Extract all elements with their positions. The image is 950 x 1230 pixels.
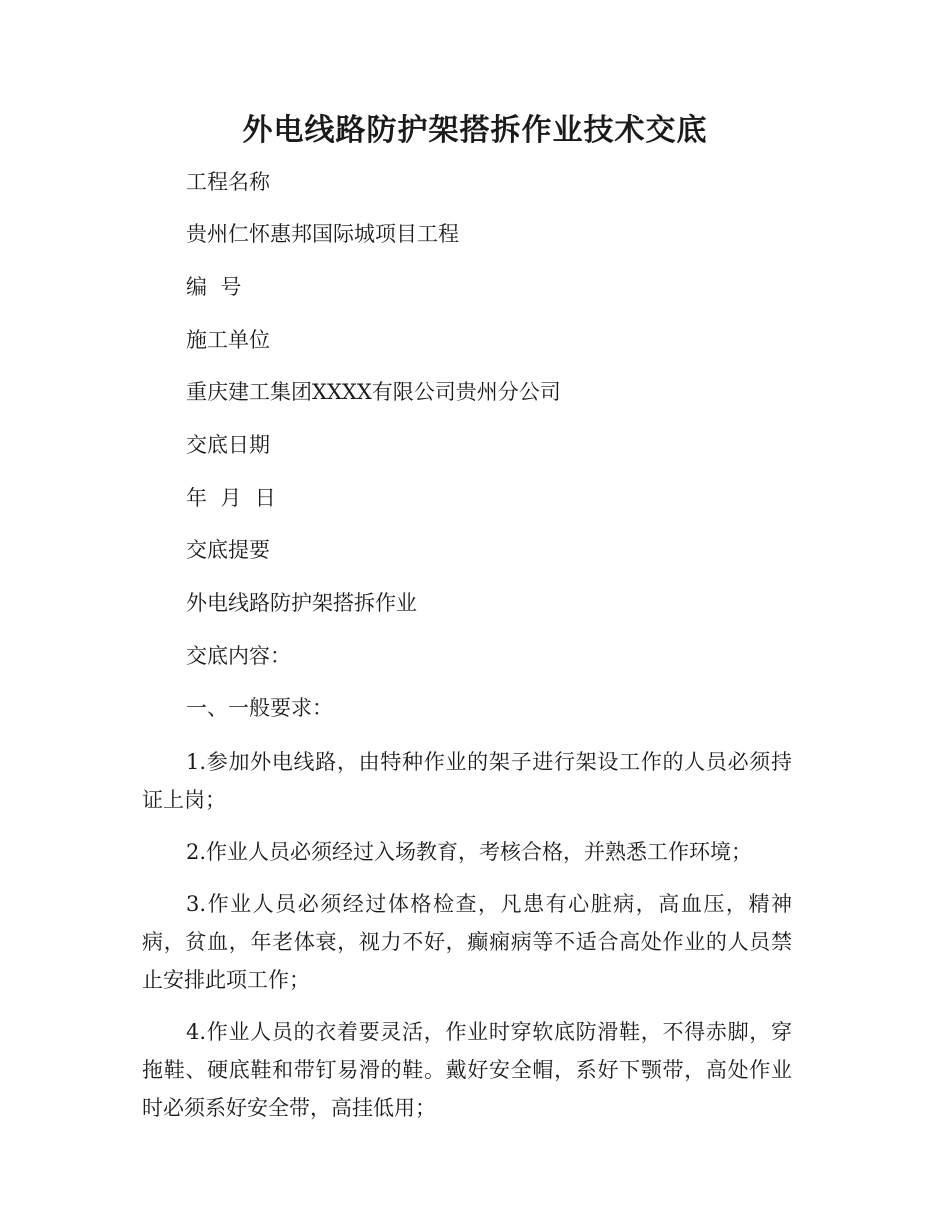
summary-value: 外电线路防护架搭拆作业 bbox=[186, 591, 417, 615]
construction-unit-label: 施工单位 bbox=[186, 328, 270, 352]
summary-label: 交底提要 bbox=[186, 538, 270, 562]
project-name-label: 工程名称 bbox=[186, 170, 270, 194]
section-heading: 一、一般要求： bbox=[186, 696, 333, 720]
requirement-item: 4.作业人员的衣着要灵活，作业时穿软底防滑鞋，不得赤脚，穿拖鞋、硬底鞋和带钉易滑的鞋。戴好安全帽，系好下颚带，高处作业时必须系好安全带，高挂低用； bbox=[142, 1020, 792, 1120]
date-value: 年 月 日 bbox=[186, 486, 276, 510]
project-name-value: 贵州仁怀惠邦国际城项目工程 bbox=[186, 222, 459, 246]
requirement-item: 1.参加外电线路，由特种作业的架子进行架设工作的人员必须持证上岗； bbox=[142, 750, 792, 812]
document-title: 外电线路防护架搭拆作业技术交底 bbox=[242, 113, 708, 148]
requirement-item: 3.作业人员必须经过体格检查，凡患有心脏病，高血压，精神病，贫血，年老体衰，视力不好，癫痫病等不适合高处作业的人员禁止安排此项工作； bbox=[142, 892, 792, 992]
number-label: 编 号 bbox=[186, 275, 242, 299]
construction-unit-value: 重庆建工集团XXXX有限公司贵州分公司 bbox=[186, 380, 561, 404]
content-label: 交底内容： bbox=[186, 644, 291, 668]
date-label: 交底日期 bbox=[186, 433, 270, 457]
requirement-item: 2.作业人员必须经过入场教育，考核合格，并熟悉工作环境； bbox=[186, 840, 753, 864]
